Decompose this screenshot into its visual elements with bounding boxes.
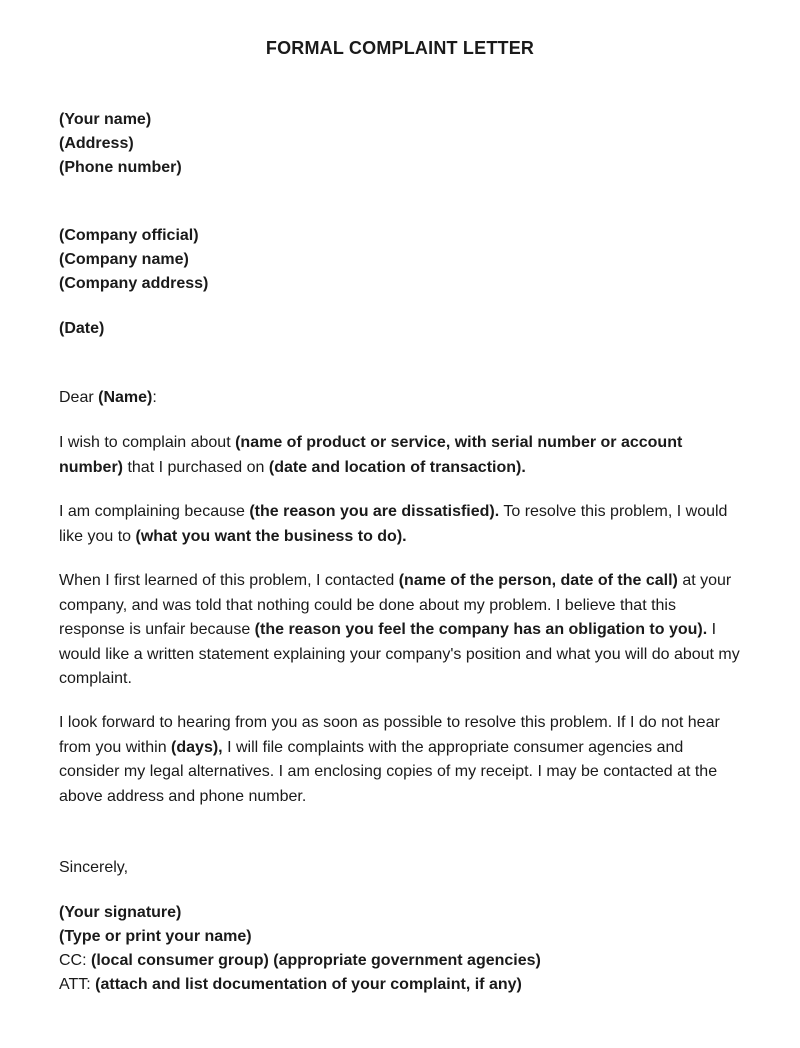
- paragraph-complaint-reason: [59, 500, 741, 549]
- p1-text-2: that I purchased on: [123, 458, 269, 476]
- p3-text-1: When I first learned of this problem, I contacted: [59, 572, 399, 589]
- signature-line: (Your signature): [59, 904, 182, 921]
- printed-name-line: (Type or print your name): [59, 928, 252, 945]
- recipient-company-address: (Company address): [59, 275, 209, 292]
- date-block: [59, 317, 741, 341]
- salutation-name: (Name): [98, 389, 153, 406]
- sender-address: (Address): [59, 135, 134, 152]
- cc-value: (local consumer group) (appropriate government agencies): [91, 952, 541, 969]
- sender-name: (Your name): [59, 111, 152, 128]
- paragraph-contact-history: [59, 569, 741, 692]
- salutation: [59, 386, 741, 410]
- p3-text-3: I would like a written statement explaining your company's position and what you will do about my complaint.: [59, 621, 740, 687]
- p1-placeholder-transaction: (date and location of transaction).: [268, 458, 526, 476]
- recipient-official: (Company official): [59, 227, 199, 244]
- cc-line: [59, 949, 741, 973]
- att-value: (attach and list documentation of your complaint, if any): [95, 976, 522, 993]
- recipient-company-name: (Company name): [59, 251, 189, 268]
- recipient-block: [59, 224, 741, 296]
- p3-text-2: at your company, and was told that nothing could be done about my problem. I believe that this response is unfair because: [59, 572, 732, 638]
- letter-date: (Date): [59, 320, 105, 337]
- p2-text-1: I am complaining because: [59, 503, 250, 520]
- paragraph-follow-up: [59, 711, 741, 809]
- sender-phone: (Phone number): [59, 159, 182, 176]
- att-line: [59, 973, 741, 997]
- document-title: FORMAL COMPLAINT LETTER: [265, 38, 535, 58]
- signature-block: [59, 901, 741, 997]
- salutation-suffix: :: [152, 389, 157, 406]
- p3-placeholder-obligation: (the reason you feel the company has an obligation to you).: [254, 621, 708, 638]
- p3-placeholder-contact: (name of the person, date of the call): [398, 572, 678, 589]
- att-label: ATT:: [59, 976, 96, 993]
- p4-text-1: I look forward to hearing from you as soon as possible to resolve this problem. If I do not hear from you within: [59, 714, 720, 756]
- cc-label: CC:: [59, 952, 91, 969]
- sender-block: [59, 108, 741, 180]
- p4-placeholder-days: (days),: [171, 738, 223, 756]
- p1-text-1: I wish to complain about: [59, 434, 236, 451]
- p4-text-2: I will file complaints with the appropriate consumer agencies and consider my legal alternatives. I am enclosing copies of my receipt. I may be contacted at the above address and phone number.: [59, 738, 718, 805]
- closing: Sincerely,: [59, 859, 129, 876]
- p2-placeholder-request: (what you want the business to do).: [135, 527, 407, 545]
- p2-placeholder-reason: (the reason you are dissatisfied).: [249, 503, 500, 520]
- p1-placeholder-product: (name of product or service, with serial number or account number): [59, 434, 683, 476]
- paragraph-complaint-subject: [59, 431, 741, 480]
- p2-text-2: To resolve this problem, I would like you to: [59, 503, 728, 545]
- salutation-prefix: Dear: [59, 389, 99, 406]
